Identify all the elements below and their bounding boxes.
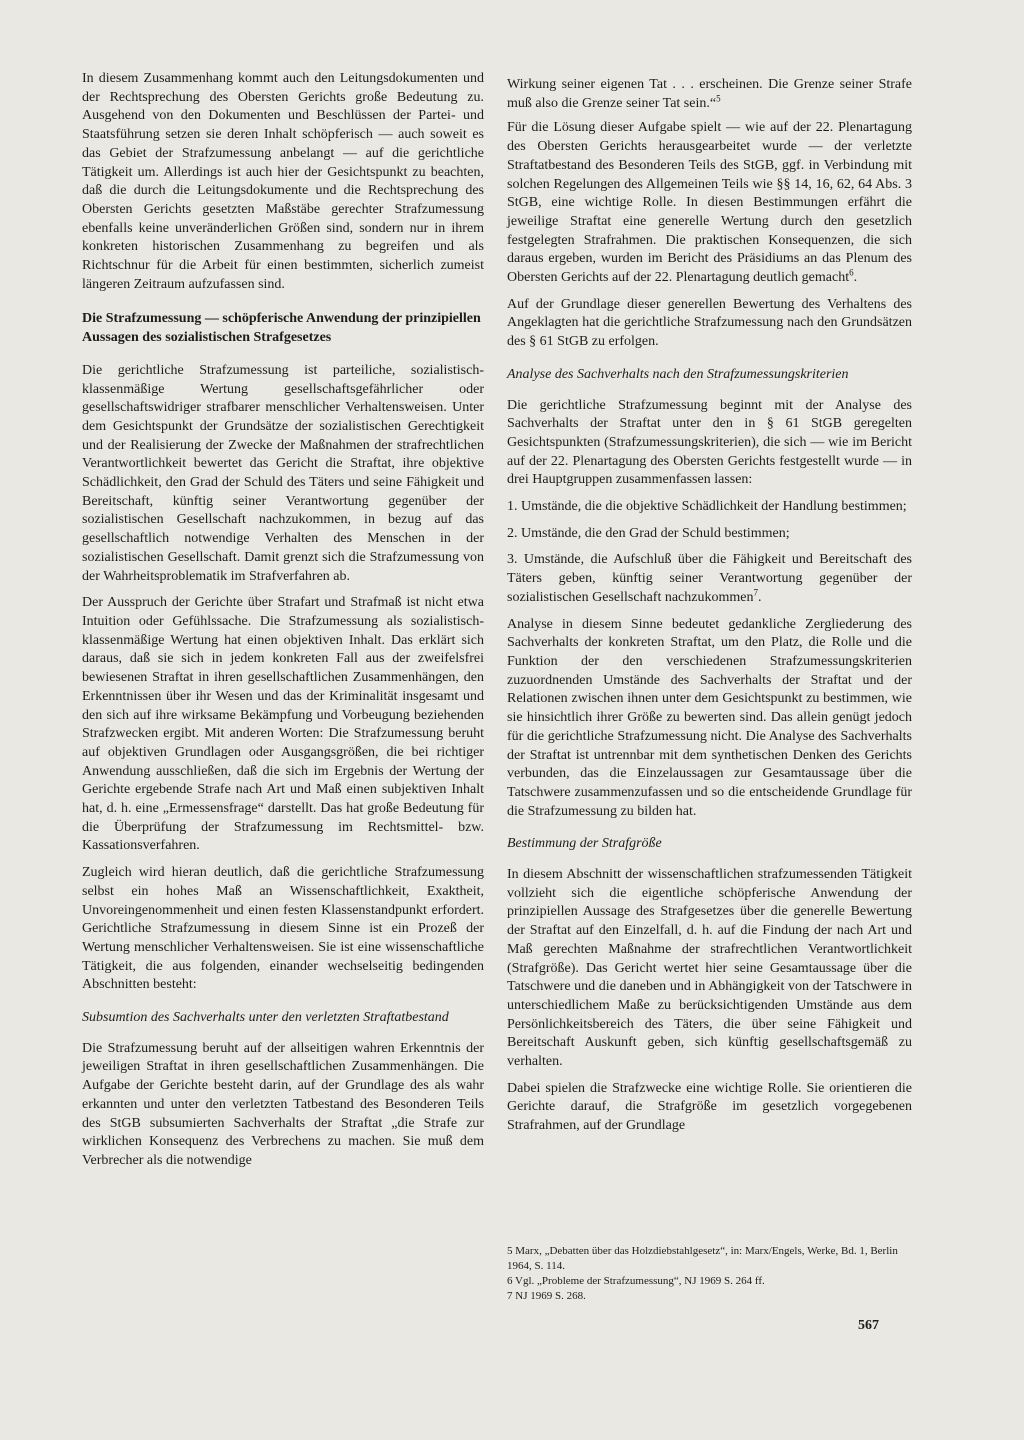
footnotes — [507, 1244, 912, 1304]
paragraph: In diesem Zusammenhang kommt auch den Leitungsdokumenten und der Rechtsprechung des Obersten Gerichts große Bedeutung zu. Ausgehend von den Dokumenten und Beschlüssen der Partei- und Staatsführung setzen sie deren Inhalt schöpferisch — auch soweit es das Gebiet der Strafzumessung anbelangt — auf die gerichtliche Tätigkeit um. Allerdings ist auch hier der Gesichtspunkt zu beachten, daß die durch die Leitungsdokumente und die Rechtsprechung des Obersten Gerichts gesetzten Maßstäbe gerechter Strafzumessung ebenfalls keine unveränderlichen Größen sind, sondern nur in ihrem konkreten historischen Zusammenhang zu begreifen und als Richtschnur für die Arbeit für einen bestimmten, sicherlich zumeist längeren Zeitraum aufzufassen sind. — [82, 71, 484, 292]
footnote-ref: 6 — [849, 267, 854, 278]
paragraph: Für die Lösung dieser Aufgabe spielt — wie auf der 22. Plenartagung des Obersten Gerichts herausgearbeitet wurde — der verletzte Straftatbestand des Besonderen Teils des StGB, ggf. in Verbindung mit solchen Regelungen des Allgemeinen Teils wie §§ 14, 16, 62, 64 Abs. 3 StGB, eine wichtige Rolle. In diesen Bestimmungen erfährt die jeweilige Straftat eine generelle Wertung durch den gesetzlich festgelegten Strafrahmen. Die praktischen Konsequenzen, die sich daraus ergeben, wurden im Bericht des Präsidiums an das Plenum des Obersten Gerichts auf der 22. Plenartagung deutlich gemacht$^6$. — [507, 120, 912, 286]
footnote-ref: 7 — [753, 587, 758, 598]
list-item: 1. Umstände, die die objektive Schädlichkeit der Handlung bestimmen; — [507, 499, 907, 515]
page-number: 567 — [858, 1318, 879, 1333]
paragraph: Auf der Grundlage dieser generellen Bewertung des Verhaltens des Angeklagten hat die gerichtliche Strafzumessung nach den Grundsätzen des § 61 StGB zu erfolgen. — [507, 296, 912, 350]
list-item: 2. Umstände, die den Grad der Schuld bestimmen; — [507, 525, 790, 541]
paragraph-text: Für die Lösung dieser Aufgabe spielt — wie auf der 22. Plenartagung des Obersten Gerichts herausgearbeitet wurde — der verletzte Straftatbestand des Besonderen Teils des StGB, ggf. in Verbindung mit solchen Regelungen des Allgemeinen Teils wie §§ 14, 16, 62, 64 Abs. 3 StGB, eine wichtige Rolle. In diesen Bestimmungen erfährt die jeweilige Straftat eine generelle Wertung durch den gesetzlich festgelegten Strafrahmen. Die praktischen Konsequenzen, die sich daraus ergeben, wurden im Bericht des Präsidiums an das Plenum des Obersten Gerichts auf der 22. Plenartagung deutlich gemacht — [507, 120, 912, 286]
paragraph: Zugleich wird hieran deutlich, daß die gerichtliche Strafzumessung selbst ein hohes Maß an Wissenschaftlichkeit, Exaktheit, Unvoreingenommenheit und einen festen Klassenstandpunkt erfordert. Gerichtliche Strafzumessung in diesem Sinne ist ein Prozeß der Wertung menschlicher Verhaltensweisen. Sie ist eine wissenschaftliche Tätigkeit, die aus folgenden, einander wechselseitig bedingenden Abschnitten besteht: — [82, 865, 484, 993]
section-heading: Die Strafzumessung — schöpferische Anwendung der prinzipiellen Aussagen des sozialistischen Strafgesetzes — [82, 311, 481, 346]
right-column — [507, 76, 912, 1144]
subsection-heading: Subsumtion des Sachverhalts unter den verletzten Straftatbestand — [82, 1010, 449, 1026]
paragraph: Der Ausspruch der Gerichte über Strafart und Strafmaß ist nicht etwa Intuition oder Gefühlssache. Die Strafzumessung als sozialistisch-klassenmäßige Wertung hat einen objektiven Inhalt. Das erklärt sich daraus, daß sie sich in jedem konkreten Fall aus der zweifelsfrei bewiesenen Straftat in ihren gesellschaftlichen Zusammenhängen, den Erkenntnissen über ihr Wesen und das der Kriminalität insgesamt und den sich auf ihre wirksame Bekämpfung und Vorbeugung beziehenden Strafzwecken ergibt. Mit anderen Worten: Die Strafzumessung beruht auf objektiven Grundlagen oder Ausgangsgrößen, die bei richtiger Anwendung ausschließen, daß die sich im Ergebnis der Wertung der Gerichte ergebende Strafe nach Art und Maß einen subjektiven Inhalt hat, d. h. eine „Ermessensfrage“ darstellt. Das hat große Bedeutung für die Überprüfung der Strafzumessung im Rechtsmittel- bzw. Kassationsverfahren. — [82, 595, 484, 854]
footnote: 7 NJ 1969 S. 268. — [507, 1290, 586, 1302]
paragraph: Die gerichtliche Strafzumessung beginnt mit der Analyse des Sachverhalts der Straftat unter den in § 61 StGB geregelten Gesichtspunkten (Strafzumessungskriterien), die sich — wie im Bericht auf der 22. Plenartagung des Obersten Gerichts festgestellt wurde — in drei Hauptgruppen zusammenfassen lassen: — [507, 397, 912, 488]
left-column — [82, 70, 484, 1179]
footnote: 5 Marx, „Debatten über das Holzdiebstahlgesetz“, in: Marx/Engels, Werke, Bd. 1, Berlin 1964, S. 114. — [507, 1245, 898, 1272]
paragraph: In diesem Abschnitt der wissenschaftlichen strafzumessenden Tätigkeit vollzieht sich die eigentliche schöpferische Anwendung der prinzipiellen Aussage des Strafgesetzes über die generelle Bewertung der Straftat auf den Einzelfall, d. h. auf die Findung der nach Art und Maß gerechten Maßnahme der strafrechtlichen Verantwortlichkeit (Strafgröße). Das Gericht wertet hier seine Gesamtaussage über die Tatschwere und die daneben und in Abhängigkeit von der Tatschwere in unterschiedlichem Maße zu berücksichtigenden Umstände aus dem Persönlichkeitsbereich des Täters, die über seine Fähigkeit und Bereitschaft Auskunft geben, sich künftig gesellschaftsgemäß zu verhalten. — [507, 867, 912, 1070]
list-item-text: 3. Umstände, die Aufschluß über die Fähigkeit und Bereitschaft des Täters geben, künftig seiner Verantwortung gegenüber der sozialistischen Gesellschaft nachzukommen — [507, 552, 912, 605]
paragraph-continuation — [507, 76, 912, 113]
paragraph: Analyse in diesem Sinne bedeutet gedankliche Zergliederung des Sachverhalts der konkreten Straftat, um den Platz, die Rolle und die Funktion der den verschiedenen Strafzumessungskriterien zuzuordnenden Umstände des Sachverhalts der Straftat und der Relationen zwischen ihnen unter dem Gesichtspunkt zu bestimmen, wie sie hinsichtlich ihrer Größe zu bewerten sind. Das allein genügt jedoch für die gerichtliche Strafzumessung nicht. Die Analyse des Sachverhalts der Straftat ist untrennbar mit dem synthetischen Denken des Gerichts verbunden, das die Einzelaussagen zur Gesamtaussage über die Tatschwere zusammenzufassen und so die entscheidende Grundlage für die Strafzumessung zu bilden hat. — [507, 616, 912, 819]
footnote: 6 Vgl. „Probleme der Strafzumessung“, NJ 1969 S. 264 ff. — [507, 1275, 765, 1287]
paragraph: Dabei spielen die Strafzwecke eine wichtige Rolle. Sie orientieren die Gerichte darauf, die Strafgröße im gesetzlich vorgegebenen Strafrahmen, auf der Grundlage — [507, 1080, 912, 1134]
paragraph: Die Strafzumessung beruht auf der allseitigen wahren Erkenntnis der jeweiligen Straftat in ihren gesellschaftlichen Zusammenhängen. Die Aufgabe der Gerichte besteht darin, auf der Grundlage des als wahr erkannten und unter den verletzten Tatbestand des Besonderen Teils des StGB subsumierten Sachverhalts der Straftat „die Strafe zur wirklichen Konsequenz des Verbrechens zu machen. Sie muß dem Verbrecher als die notwendige — [82, 1040, 484, 1168]
footnote-ref: 5 — [716, 93, 721, 104]
paragraph: Die gerichtliche Strafzumessung ist parteiliche, sozialistisch-klassenmäßige Wertung gesellschaftsgefährlicher oder gesellschaftswidriger strafbarer menschlicher Verhaltensweisen. Unter dem Gesichtspunkt der Grundsätze der sozialistischen Gerechtigkeit und der Realisierung der Zwecke der Maßnahmen der strafrechtlichen Verantwortlichkeit bewertet das Gericht die Straftat, ihre objektive Schädlichkeit, den Grad der Schuld des Täters und seine Fähigkeit und Bereitschaft, künftig seiner Verantwortung gegenüber der sozialistischen Gesellschaft nachzukommen, in bezug auf das gesellschaftlich notwendige Verhalten des Menschen in der sozialistischen Gesellschaft. Damit grenzt sich die Strafzumessung von der Wahrheitsproblematik im Strafverfahren ab. — [82, 362, 484, 584]
paragraph-text: Wirkung seiner eigenen Tat . . . erscheinen. Die Grenze seiner Strafe muß also die Grenze seiner Tat sein.“ — [507, 77, 912, 111]
list-item: 3. Umstände, die Aufschluß über die Fähigkeit und Bereitschaft des Täters geben, künftig seiner Verantwortung gegenüber der sozialistischen Gesellschaft nachzukommen$^7$. — [507, 552, 912, 605]
subsection-heading: Analyse des Sachverhalts nach den Strafzumessungskriterien — [507, 366, 849, 382]
subsection-heading: Bestimmung der Strafgröße — [507, 836, 662, 852]
